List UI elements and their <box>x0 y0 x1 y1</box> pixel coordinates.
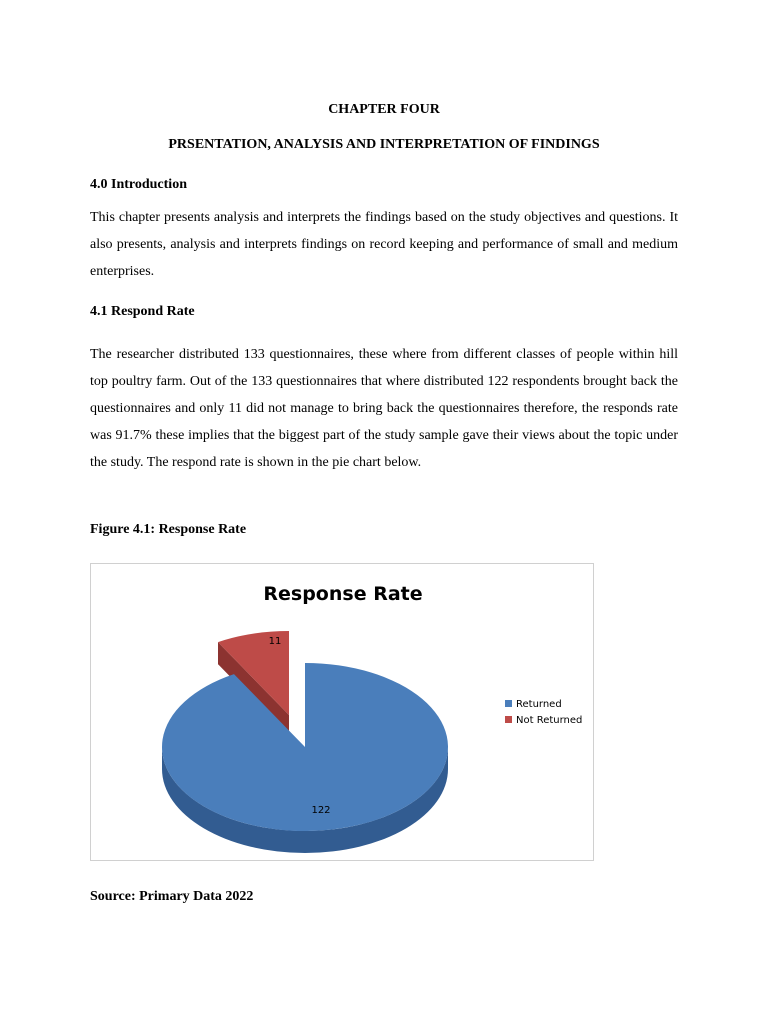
section-heading-introduction: 4.0 Introduction <box>90 177 187 192</box>
data-label-not-returned: 11 <box>268 636 282 647</box>
pie-slice-returned <box>162 663 448 831</box>
legend-swatch-returned <box>505 700 512 707</box>
figure-source: Source: Primary Data 2022 <box>90 889 254 904</box>
pie-chart-svg <box>91 564 595 862</box>
section-heading-respond-rate: 4.1 Respond Rate <box>90 304 195 319</box>
response-rate-chart <box>90 563 594 861</box>
chapter-heading: CHAPTER FOUR <box>328 102 440 117</box>
chart-title: Response Rate <box>263 583 423 605</box>
legend-label-not-returned: Not Returned <box>516 715 583 726</box>
introduction-paragraph: This chapter presents analysis and interprets the findings based on the study objectives and questions. It also presents, analysis and interprets findings on record keeping and performance of small and medium enterprises. <box>90 210 678 279</box>
respond-rate-paragraph: The researcher distributed 133 questionnaires, these where from different classes of people within hill top poultry farm. Out of the 133 questionnaires that where distributed 122 respondents brought back the questionnaires and only 11 did not manage to bring back the questionnaires therefore, the responds rate was 91.7% these implies that the biggest part of the study sample gave their views about the topic under the study. The respond rate is shown in the pie chart below. <box>90 347 678 470</box>
legend-swatch-not-returned <box>505 716 512 723</box>
legend-label-returned: Returned <box>516 699 562 710</box>
figure-caption: Figure 4.1: Response Rate <box>90 522 247 537</box>
data-label-returned: 122 <box>311 805 331 816</box>
chapter-title: PRSENTATION, ANALYSIS AND INTERPRETATION OF FINDINGS <box>168 137 600 152</box>
